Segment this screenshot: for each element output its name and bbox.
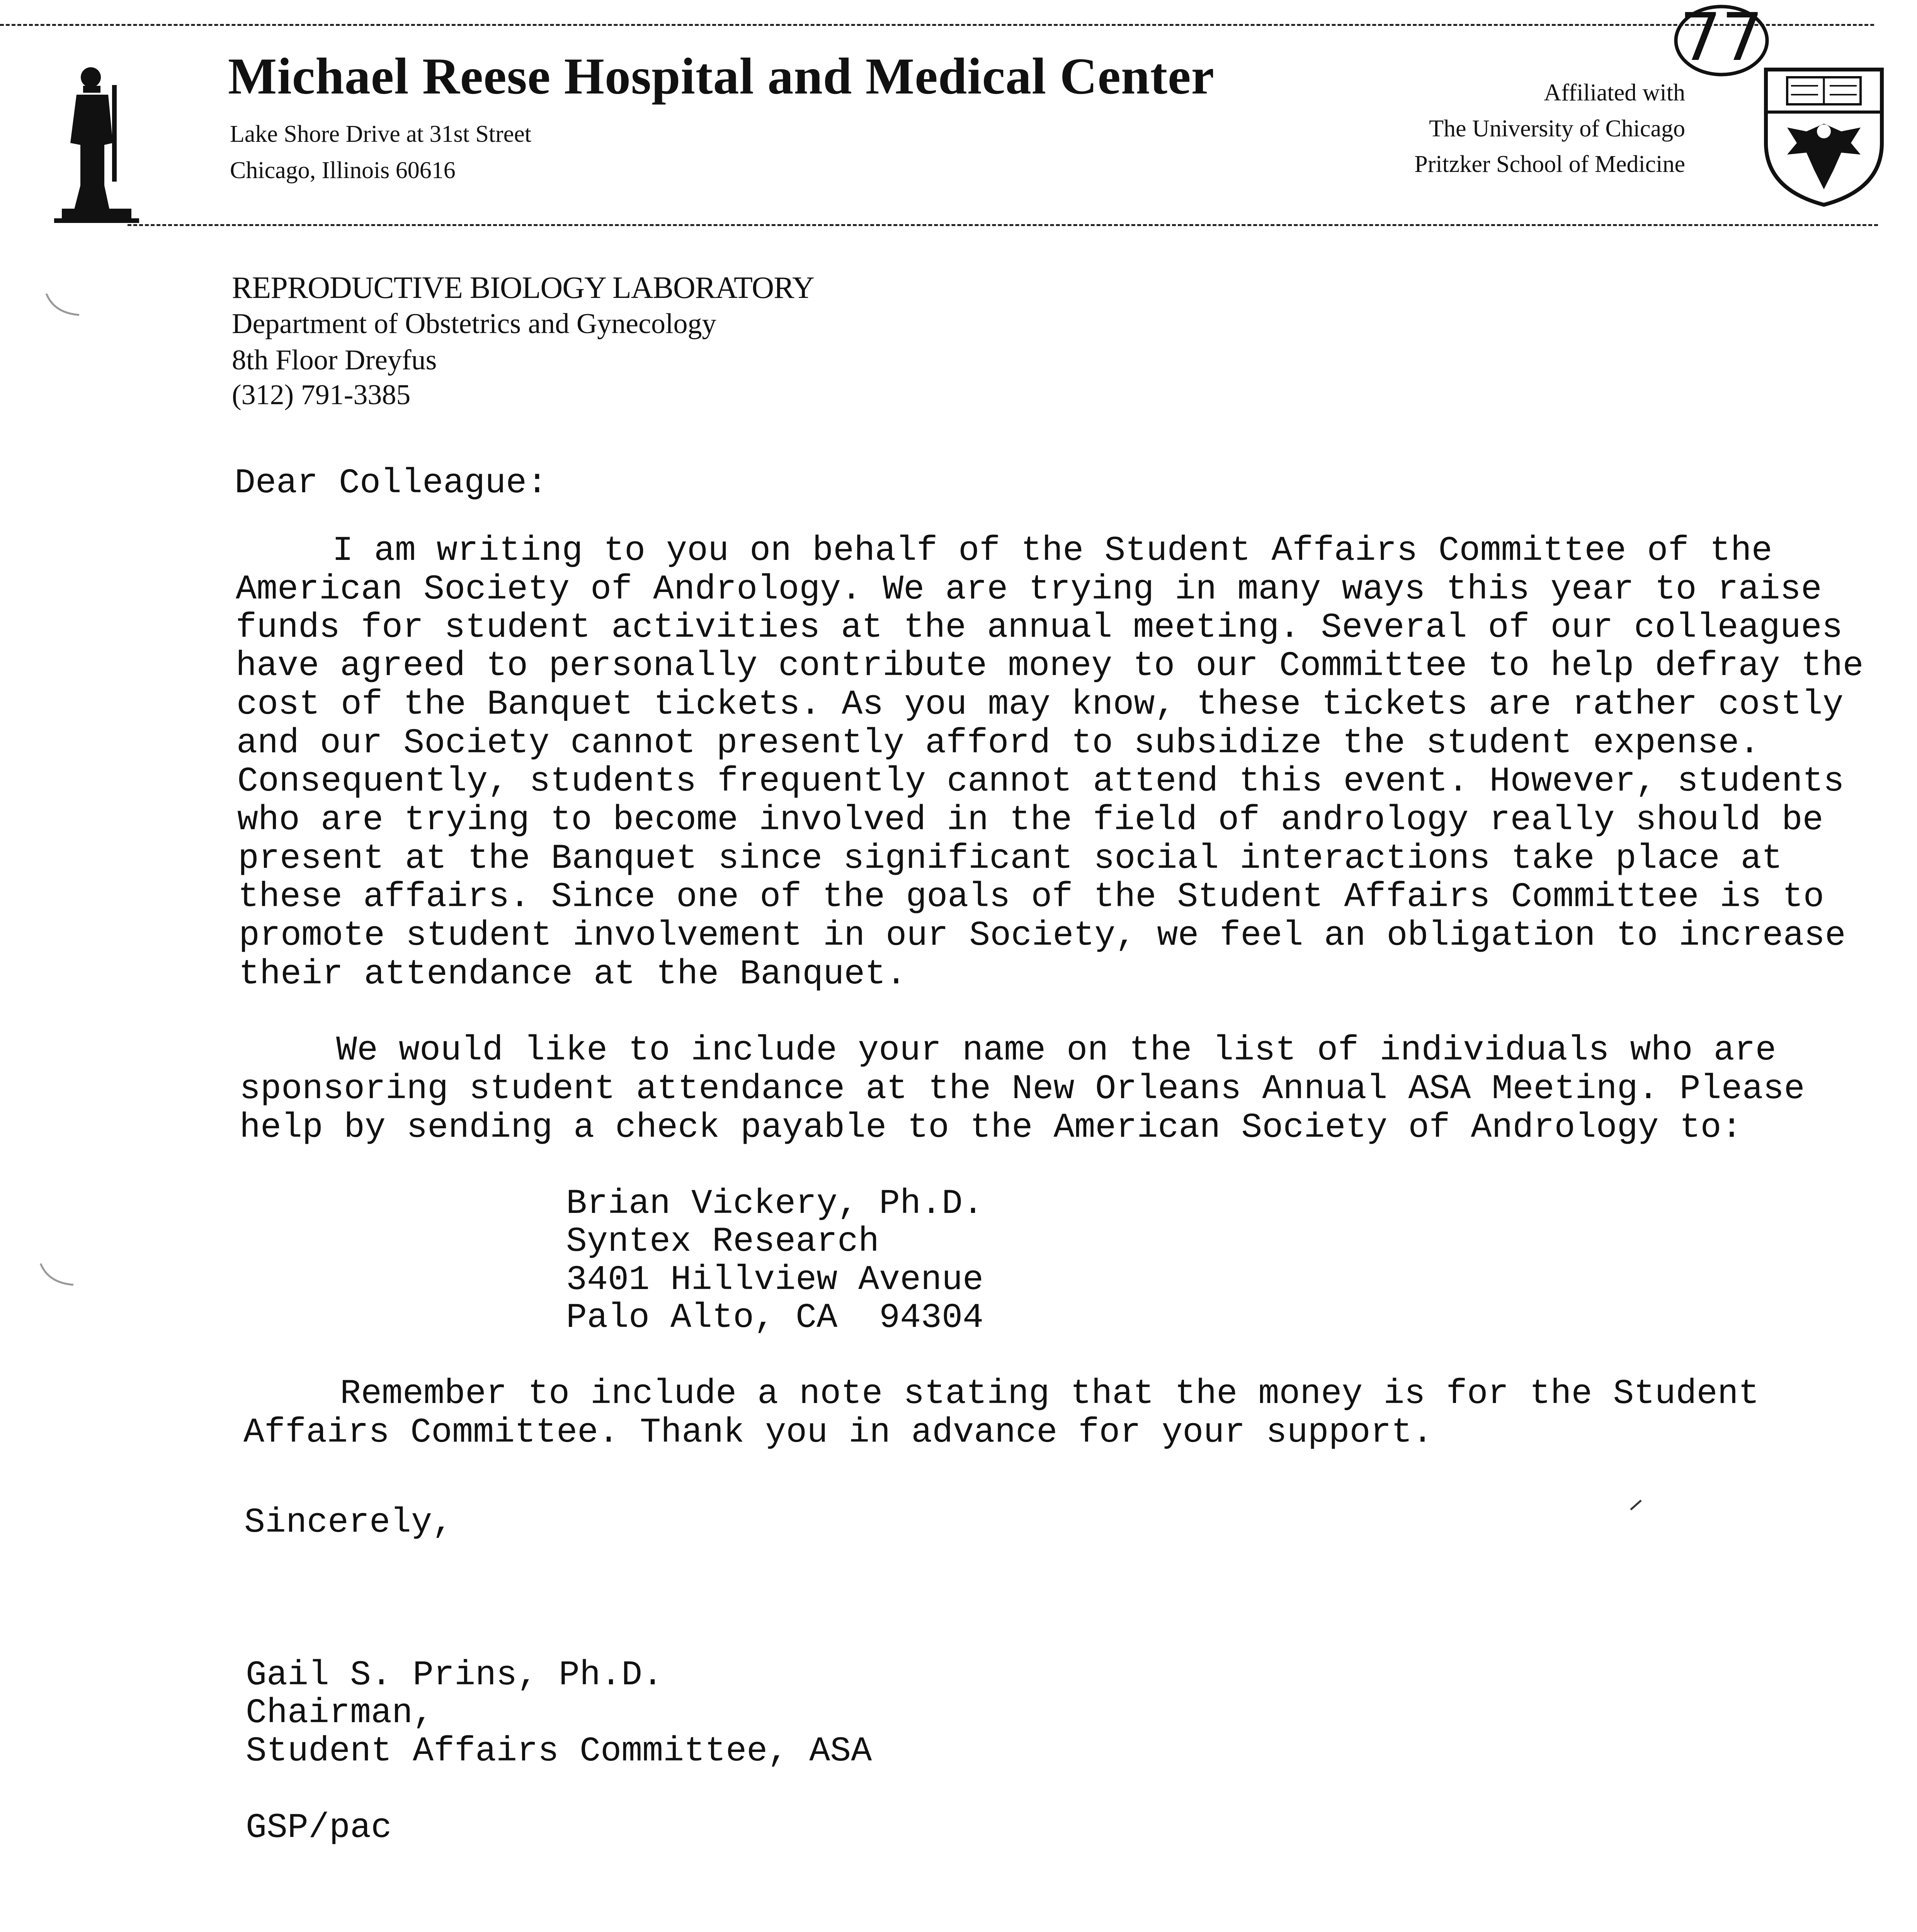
paragraph-1-line: Consequently, students frequently cannot attend this event. However, students xyxy=(237,762,1844,801)
paragraph-1-line: cost of the Banquet tickets. As you may know, these tickets are rather costly xyxy=(236,685,1844,724)
recipient-address-line: Syntex Research xyxy=(566,1222,879,1262)
knight-statue-logo xyxy=(46,62,143,224)
paragraph-1-line: and our Society cannot presently afford to subsidize the student expense. xyxy=(236,724,1760,763)
initials: GSP/pac xyxy=(246,1808,392,1848)
laboratory-location: 8th Floor Dreyfus xyxy=(232,344,437,376)
letterhead-bottom-rule xyxy=(128,224,1878,226)
signature-name: Gail S. Prins, Ph.D. xyxy=(246,1656,663,1695)
top-rule xyxy=(0,24,1874,26)
paragraph-2-line: sponsoring student attendance at the New Orleans Annual ASA Meeting. Please xyxy=(240,1070,1805,1109)
address-line-2: Chicago, Illinois 60616 xyxy=(230,157,456,184)
laboratory-phone: (312) 791-3385 xyxy=(232,379,411,411)
paragraph-1-line: I am writing to you on behalf of the Student Affairs Committee of the xyxy=(332,531,1772,571)
recipient-address-line: 3401 Hillview Avenue xyxy=(566,1260,984,1300)
affiliation-line-3: Pritzker School of Medicine xyxy=(1414,151,1685,177)
paragraph-1-line: present at the Banquet since significant social interactions take place at xyxy=(238,839,1783,879)
hospital-name: Michael Reese Hospital and Medical Center xyxy=(228,48,1215,105)
punch-mark xyxy=(37,1256,83,1294)
paragraph-1-line: have agreed to personally contribute money to our Committee to help defray the xyxy=(236,646,1864,686)
paragraph-1-line: these affairs. Since one of the goals of the Student Affairs Committee is to xyxy=(238,878,1824,917)
stray-pen-mark xyxy=(1629,1497,1644,1513)
signature-committee: Student Affairs Committee, ASA xyxy=(246,1732,872,1771)
paragraph-1-line: who are trying to become involved in the field of andrology really should be xyxy=(237,801,1823,840)
page-number-text: 77 xyxy=(1679,0,1764,76)
salutation: Dear Colleague: xyxy=(235,464,548,503)
punch-mark xyxy=(43,286,89,325)
paragraph-3-line: Remember to include a note stating that the money is for the Student xyxy=(340,1374,1759,1414)
address-line-1: Lake Shore Drive at 31st Street xyxy=(230,121,531,147)
paragraph-2-line: We would like to include your name on the list of individuals who are xyxy=(336,1031,1776,1070)
paragraph-1-line: American Society of Andrology. We are trying in many ways this year to raise xyxy=(236,570,1822,609)
recipient-address-line: Palo Alto, CA 94304 xyxy=(566,1298,984,1338)
paragraph-2-line: help by sending a check payable to the American Society of Andrology to: xyxy=(240,1108,1742,1148)
affiliation-line-2: The University of Chicago xyxy=(1429,116,1685,142)
paragraph-3-line: Affairs Committee. Thank you in advance for your support. xyxy=(243,1413,1433,1452)
closing: Sincerely, xyxy=(244,1503,453,1543)
paragraph-1-line: funds for student activities at the annual meeting. Several of our colleagues xyxy=(236,608,1843,648)
laboratory-department: Department of Obstetrics and Gynecology xyxy=(232,308,716,340)
paragraph-1-line: promote student involvement in our Society, we feel an obligation to increase xyxy=(239,916,1846,956)
signature-title: Chairman, xyxy=(246,1694,434,1733)
recipient-address-line: Brian Vickery, Ph.D. xyxy=(566,1184,984,1224)
affiliation-line-1: Affiliated with xyxy=(1544,80,1685,106)
laboratory-name: REPRODUCTIVE BIOLOGY LABORATORY xyxy=(232,271,814,305)
university-shield-icon xyxy=(1760,66,1888,209)
paragraph-1-line: their attendance at the Banquet. xyxy=(239,955,907,994)
